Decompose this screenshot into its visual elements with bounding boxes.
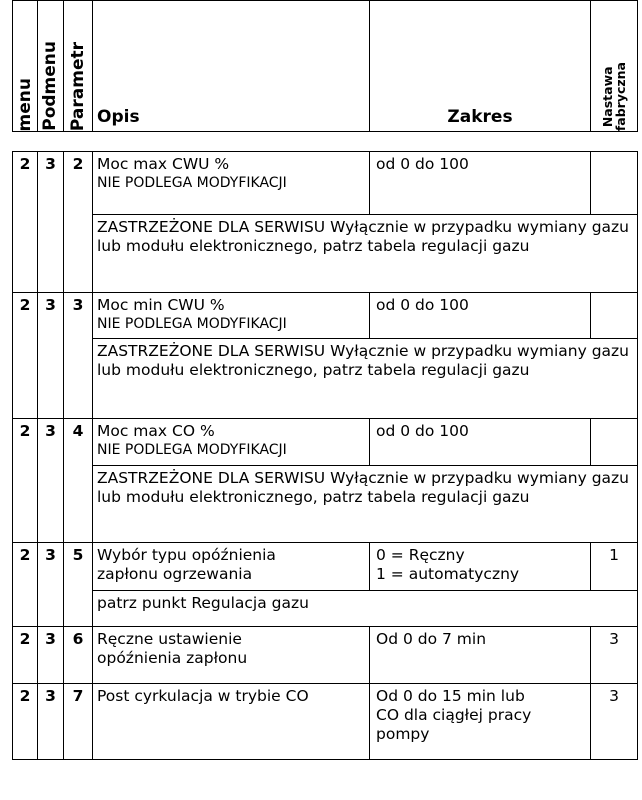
menu-cell: 2 [13,152,38,293]
parametr-cell: 7 [64,684,93,760]
table-note-row [13,339,638,419]
menu-cell: 2 [13,419,38,543]
table-note-row [13,466,638,543]
podmenu-cell: 3 [38,627,64,684]
zakres-cell: od 0 do 100 [370,419,591,466]
menu-cell: 2 [13,627,38,684]
fabryczna-cell: 1 [591,543,638,591]
table-row [13,419,638,466]
podmenu-cell: 3 [38,293,64,419]
zakres-cell: 0 = Ręczny 1 = automatyczny [370,543,591,591]
zakres-cell: Od 0 do 15 min lub CO dla ciągłej pracy pompy [370,684,591,760]
opis-cell: Moc max CWU % NIE PODLEGA MODYFIKACJI [93,152,370,215]
parametr-cell: 4 [64,419,93,543]
parametr-cell: 2 [64,152,93,293]
header-menu: menu [13,1,38,132]
menu-cell: 2 [13,543,38,627]
header-zakres: Zakres [370,1,591,132]
fabryczna-cell [591,152,638,215]
podmenu-cell: 3 [38,684,64,760]
table-row [13,293,638,339]
opis-cell: Post cyrkulacja w trybie CO [93,684,370,760]
note-cell: ZASTRZEŻONE DLA SERWISU Wyłącznie w przypadku wymiany gazu lub modułu elektronicznego, patrz tabela regulacji gazu [93,466,638,543]
podmenu-cell: 3 [38,152,64,293]
parametr-cell: 6 [64,627,93,684]
table-row [13,684,638,760]
note-cell: ZASTRZEŻONE DLA SERWISU Wyłącznie w przypadku wymiany gazu lub modułu elektronicznego, patrz tabela regulacji gazu [93,339,638,419]
table-note-row [13,591,638,627]
fabryczna-cell [591,419,638,466]
table-row [13,543,638,591]
header-opis: Opis [93,1,370,132]
fabryczna-cell [591,293,638,339]
note-cell: ZASTRZEŻONE DLA SERWISU Wyłącznie w przypadku wymiany gazu lub modułu elektronicznego, patrz tabela regulacji gazu [93,215,638,293]
parameter-table [12,151,638,760]
menu-cell: 2 [13,293,38,419]
fabryczna-cell: 3 [591,627,638,684]
opis-cell: Wybór typu opóźnienia zapłonu ogrzewania [93,543,370,591]
opis-cell: Ręczne ustawienie opóźnienia zapłonu [93,627,370,684]
podmenu-cell: 3 [38,419,64,543]
header-podmenu: Podmenu [38,1,64,132]
opis-cell: Moc max CO % NIE PODLEGA MODYFIKACJI [93,419,370,466]
parametr-cell: 3 [64,293,93,419]
zakres-cell: od 0 do 100 [370,293,591,339]
note-cell: patrz punkt Regulacja gazu [93,591,638,627]
table-row [13,627,638,684]
parametr-cell: 5 [64,543,93,627]
menu-cell: 2 [13,684,38,760]
podmenu-cell: 3 [38,543,64,627]
fabryczna-cell: 3 [591,684,638,760]
header-nastawa-fabryczna: Nastawa fabryczna [591,1,638,132]
opis-cell: Moc min CWU % NIE PODLEGA MODYFIKACJI [93,293,370,339]
zakres-cell: Od 0 do 7 min [370,627,591,684]
zakres-cell: od 0 do 100 [370,152,591,215]
header-parametr: Parametr [64,1,93,132]
table-note-row [13,215,638,293]
table-header [12,0,638,132]
table-row [13,152,638,215]
